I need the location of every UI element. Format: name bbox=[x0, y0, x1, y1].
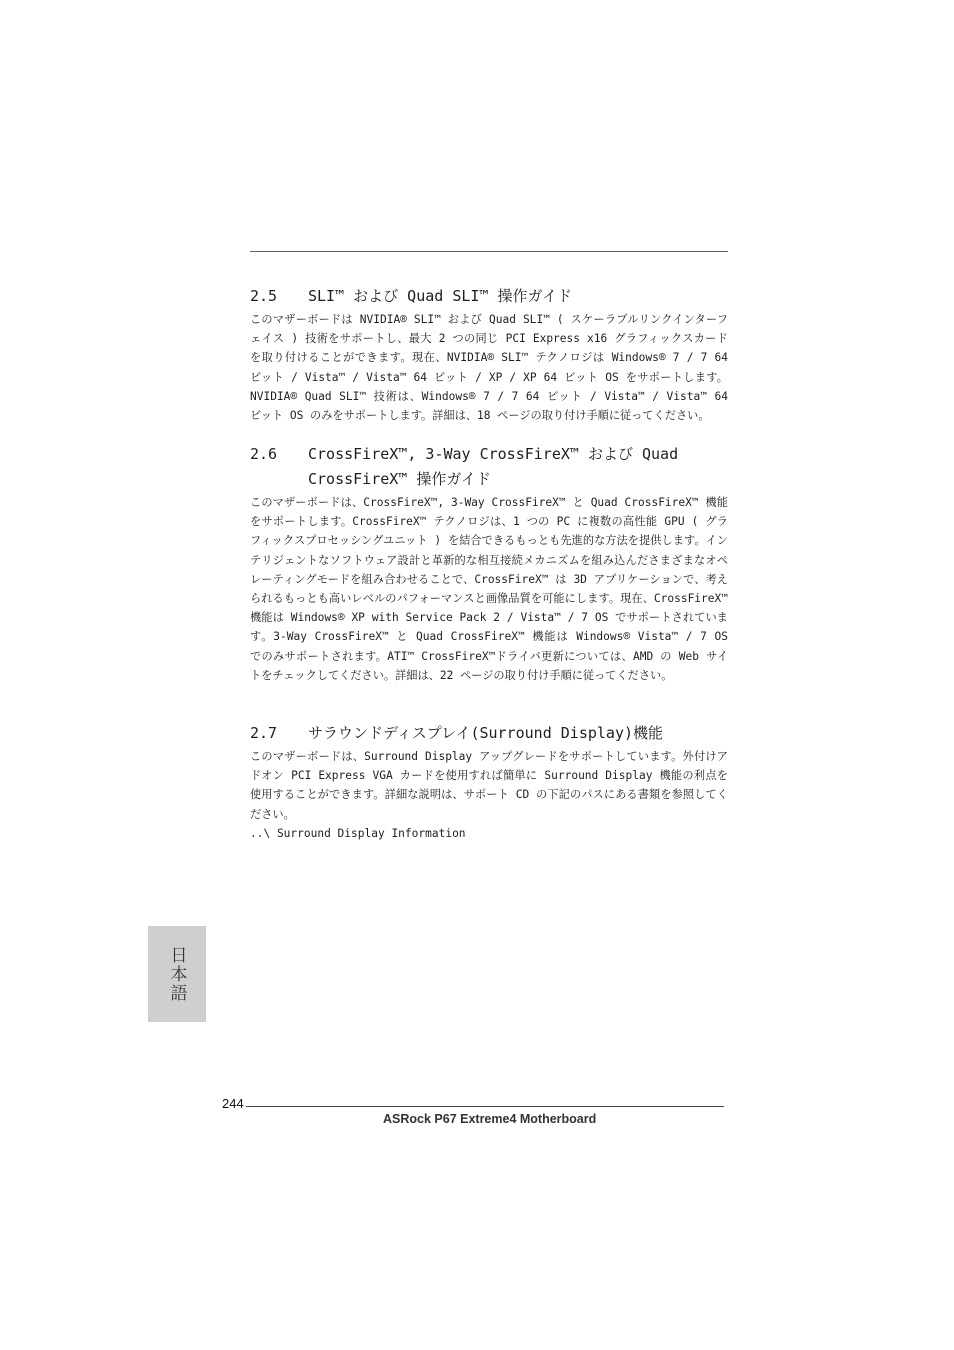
page-number: 244 bbox=[222, 1096, 244, 1111]
section-2-5 bbox=[250, 284, 728, 425]
header-rule bbox=[250, 251, 728, 252]
section-number: 2.5 bbox=[250, 287, 278, 305]
section-title: CrossFireX™, 3-Way CrossFireX™ および Quad CrossFireX™ 操作ガイド bbox=[308, 445, 679, 488]
section-body: このマザーボードは NVIDIA® SLI™ および Quad SLI™ ( スケーラブルリンクインターフェイス ) 技術をサポートし、最大 2 つの同じ PCI Express x16 グラフィックスカードを取り付けることができます。現在、NVIDIA® SLI™ テクノロジは Windows® 7 / 7 64 ビット / Vista™ / Vista™ 64 ビット / XP / XP 64 ビット OS をサポートします。NVIDIA® Quad SLI™ 技術は、Windows® 7 / 7 64 ビット / Vista™ / Vista™ 64 ビット OS のみをサポートします。詳細は、18 ページの取り付け手順に従ってください。 bbox=[250, 313, 728, 423]
section-heading bbox=[250, 442, 728, 492]
section-title: SLI™ および Quad SLI™ 操作ガイド bbox=[308, 287, 573, 305]
section-2-7 bbox=[250, 721, 728, 843]
file-path: ..\ Surround Display Information bbox=[250, 826, 466, 840]
section-body: このマザーボードは、Surround Display アップグレードをサポートしています。外付けアドオン PCI Express VGA カードを使用すれば簡単に Surround Display 機能の利点を使用することができます。詳細な説明は、サポート CD の下記のパスにある書類を参照してください。 bbox=[250, 750, 728, 821]
section-heading bbox=[250, 284, 728, 309]
section-number: 2.7 bbox=[250, 724, 278, 742]
section-heading bbox=[250, 721, 728, 746]
language-tab bbox=[148, 926, 206, 1022]
section-2-6 bbox=[250, 442, 728, 685]
footer-title: ASRock P67 Extreme4 Motherboard bbox=[383, 1112, 597, 1126]
section-title: サラウンドディスプレイ(Surround Display)機能 bbox=[308, 724, 664, 742]
language-tab-label: 日本語 bbox=[166, 946, 187, 1003]
footer-rule bbox=[246, 1106, 724, 1107]
section-number: 2.6 bbox=[250, 445, 278, 463]
section-body: このマザーボードは、CrossFireX™, 3-Way CrossFireX™ と Quad CrossFireX™ 機能をサポートします。CrossFireX™ テクノロジは、1 つの PC に複数の高性能 GPU ( グラフィックスプロセッシングユニット ) を結合できるもっとも先進的な方法を提供します。インテリジェントなソフトウェア設計と革新的な相互接続メカニズムを組み込んださまざまなオペレーティングモードを組み合わせることで、CrossFireX™ は 3D アプリケーションで、考えられるもっとも高いレベルのパフォーマンスと画像品質を可能にします。現在、CrossFireX™ 機能は Windows® XP with Service Pack 2 / Vista™ / 7 OS でサポートされています。3-Way CrossFireX™ と Quad CrossFireX™ 機能は Windows® Vista™ / 7 OS でのみサポートされます。ATI™ CrossFireX™ドライバ更新については、AMD の Web サイトをチェックしてください。詳細は、22 ページの取り付け手順に従ってください。 bbox=[250, 496, 728, 682]
